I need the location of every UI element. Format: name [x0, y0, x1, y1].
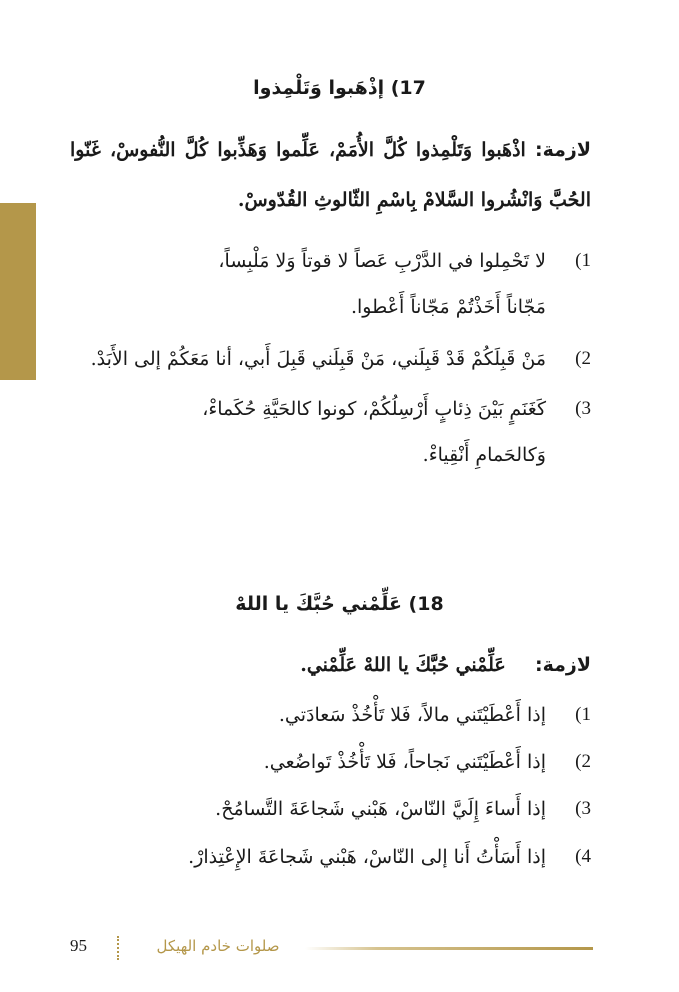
- side-tab-marker: [0, 203, 36, 380]
- item-line: مَجّاناً أَخَذْتُمْ مَجّاناً أَعْطوا.: [350, 296, 546, 318]
- item-number: 1): [575, 704, 591, 725]
- list-item: [60, 692, 591, 738]
- footer-divider: [117, 936, 121, 960]
- item-number: 3): [575, 398, 591, 419]
- item-text: إذا أَسَأْتُ أَنا إلى النّاسْ، هَبْني شَجاعَةَ الإِعْتِذارْ.: [188, 846, 546, 868]
- section-17-lazma: [70, 125, 591, 225]
- lazma-label: لازمة:: [535, 654, 591, 676]
- item-line: لا تَحْمِلوا في الدَّرْبِ عَصاً لا قوتاً وَلا مَلْبِساً،: [218, 250, 546, 272]
- item-text: إذا أَعْطَيْتَني مالاً، فَلا تَأْخُذْ سَعادَتي.: [278, 704, 546, 726]
- list-item: [60, 336, 591, 382]
- lazma-label: لازمة:: [535, 139, 591, 161]
- item-text: [60, 238, 546, 330]
- lazma-text: عَلِّمْني حُبَّكَ يا اللهْ عَلِّمْني.: [300, 654, 506, 676]
- item-line: كَغَنَمٍ بَيْنَ ذِئابٍ أَرْسِلُكُمْ، كونوا كالحَيَّةِ حُكَماءْ،: [202, 398, 546, 420]
- item-number: 2): [575, 751, 591, 772]
- list-item: [60, 739, 591, 785]
- list-item: [60, 238, 591, 330]
- item-text: إذا أَعْطَيْتَني نَجاحاً، فَلا تَأْخُذْ تَواضُعي.: [263, 751, 546, 773]
- item-number: 1): [575, 250, 591, 271]
- footer-rule: [305, 947, 593, 950]
- item-number: 4): [575, 846, 591, 867]
- section-18-title: 18) عَلِّمْني حُبَّكَ يا اللهْ: [235, 593, 444, 615]
- list-item: [60, 386, 591, 478]
- item-text: مَنْ قَبِلَكُمْ قَدْ قَبِلَني، مَنْ قَبِلَني قَبِلَ أَبي، أنا مَعَكُمْ إلى الأَبَدْ.: [90, 348, 546, 370]
- section-17-title: 17) إذْهَبوا وَتَلْمِذوا: [253, 77, 426, 99]
- footer-book-title: صلوات خادم الهيكل: [156, 937, 280, 955]
- section-18-lazma: [70, 640, 591, 690]
- item-text: [60, 386, 546, 478]
- page-number: 95: [70, 936, 87, 955]
- list-item: [60, 786, 591, 832]
- lazma-text: اذْهَبوا وَتَلْمِذوا كُلَّ الأُمَمْ، عَلِّموا وَهَذِّبوا كُلَّ النُّفوسْ، غَنّوا الحُبَّ وَانْشُروا السَّلامْ بِاسْمِ الثّالوثِ القُدّوسْ.: [70, 139, 591, 211]
- item-text: إذا أَساءَ إِلَيَّ النّاسْ، هَبْني شَجاعَةَ التَّسامُحْ.: [215, 798, 546, 820]
- item-number: 2): [575, 348, 591, 369]
- list-item: [60, 834, 591, 880]
- page-footer: [0, 928, 679, 968]
- item-line: وَكالحَمامِ أَنْقِياءْ.: [422, 444, 546, 466]
- item-number: 3): [575, 798, 591, 819]
